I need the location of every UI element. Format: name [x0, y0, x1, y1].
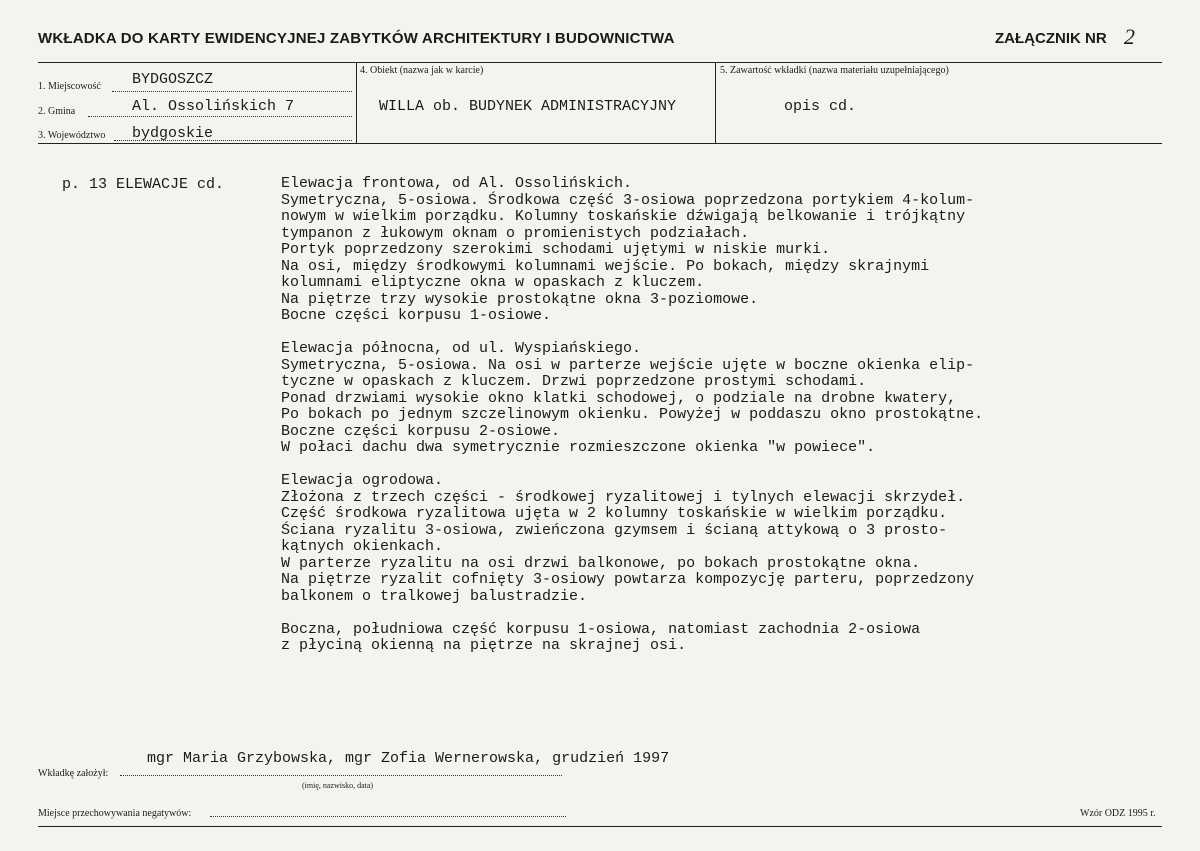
body-line: tympanon z łukowym oknam o promienistych podziałach.	[281, 224, 750, 242]
form-title: WKŁADKA DO KARTY EWIDENCYJNEJ ZABYTKÓW ARCHITEKTURY I BUDOWNICTWA	[38, 30, 675, 47]
body-line: Elewacja północna, od ul. Wyspiańskiego.	[281, 340, 642, 357]
object-value: WILLA ob. BUDYNEK ADMINISTRACYJNY	[379, 98, 677, 115]
commune-line	[88, 116, 352, 117]
body-line: W połaci dachu dwa symetrycznie rozmieszczone okienka "w powiece".	[281, 439, 876, 456]
body-line: Boczna, południowa część korpusu 1-osiowa, natomiast zachodnia 2-osiowa	[281, 620, 921, 638]
authors-text: mgr Maria Grzybowska, mgr Zofia Wernerowska, grudzień 1997	[147, 750, 670, 767]
body-line	[281, 325, 1161, 342]
content-label: 5. Zawartość wkładki (nazwa materiału uzupełniającego)	[720, 65, 949, 76]
body-line: Po bokach po jednym szczelinowym okienku. Powyżej w poddaszu okno prostokątne.	[281, 406, 984, 423]
header-divider-1	[356, 62, 357, 144]
body-line: Ściana ryzalitu 3-osiowa, zwieńczona gzymsem i ścianą attykową o 3 prosto-	[281, 521, 948, 539]
negatives-label: Miejsce przechowywania negatywów:	[38, 808, 192, 819]
body-line: Symetryczna, 5-osiowa. Środkowa część 3-osiowa poprzedzona portykiem 4-kolum-	[281, 191, 975, 209]
body-line: balkonem o tralkowej balustradzie.	[281, 587, 588, 605]
body-line: Elewacja ogrodowa.	[281, 472, 444, 489]
body-line: Złożona z trzech części - środkowej ryzalitowej i tylnych elewacji skrzydeł.	[281, 488, 966, 506]
voivodeship-label: 3. Województwo	[38, 130, 106, 141]
body-line: Część środkowa ryzalitowa ujęta w 2 kolumny toskańskie w wielkim porządku.	[281, 505, 948, 522]
body-line: nowym w wielkim porządku. Kolumny toskańskie dźwigają belkowanie i trójkątny	[281, 208, 966, 225]
created-by-hint: (imię, nazwisko, data)	[302, 781, 374, 790]
body-line: Boczne części korpusu 2-osiowe.	[281, 422, 561, 440]
body-line	[281, 457, 1161, 474]
commune-value: Al. Ossolińskich 7	[132, 98, 295, 115]
created-by-line	[120, 775, 562, 776]
created-by-label: Wkładkę założył:	[38, 768, 109, 779]
header-top-rule	[38, 62, 1162, 63]
body-line: kątnych okienkach.	[281, 538, 444, 555]
description-body	[281, 176, 1161, 655]
locality-line	[112, 91, 352, 92]
annex-number: 2	[1124, 24, 1135, 49]
section-label: p. 13 ELEWACJE cd.	[62, 176, 225, 193]
body-line: Na osi, między środkowymi kolumnami wejście. Po bokach, między skrajnymi	[281, 257, 930, 275]
header-divider-2	[715, 62, 716, 144]
object-label: 4. Obiekt (nazwa jak w karcie)	[360, 65, 484, 76]
body-line: Na piętrze ryzalit cofnięty 3-osiowy powtarza kompozycję parteru, poprzedzony	[281, 571, 975, 588]
body-line: Portyk poprzedzony szerokimi schodami ujętymi w niskie murki.	[281, 241, 831, 258]
header-bottom-rule	[38, 143, 1162, 144]
commune-label: 2. Gmina	[38, 106, 76, 117]
body-line: Bocne części korpusu 1-osiowe.	[281, 307, 552, 324]
locality-label: 1. Miejscowość	[38, 81, 101, 92]
body-line: Symetryczna, 5-osiowa. Na osi w parterze wejście ujęte w boczne okienka elip-	[281, 356, 975, 374]
body-line: z płyciną okienną na piętrze na skrajnej osi.	[281, 637, 687, 654]
body-line: Na piętrze trzy wysokie prostokątne okna 3-poziomowe.	[281, 290, 759, 308]
body-line: tyczne w opaskach z kluczem. Drzwi poprzedzone prostymi schodami.	[281, 373, 867, 390]
body-line: Elewacja frontowa, od Al. Ossolińskich.	[281, 175, 633, 192]
form-id: Wzór ODZ 1995 r.	[1080, 808, 1156, 819]
body-line: kolumnami eliptyczne okna w opaskach z kluczem.	[281, 274, 705, 291]
body-line: Ponad drzwiami wysokie okno klatki schodowej, o podziale na drobne kwatery,	[281, 389, 957, 407]
annex-label: ZAŁĄCZNIK NR	[995, 30, 1107, 47]
body-line: W parterze ryzalitu na osi drzwi balkonowe, po bokach prostokątne okna.	[281, 554, 921, 572]
voivodeship-value: bydgoskie	[132, 125, 214, 142]
content-value: opis cd.	[784, 98, 857, 115]
locality-value: BYDGOSZCZ	[132, 71, 214, 88]
negatives-line	[210, 816, 566, 817]
body-line	[281, 605, 1161, 622]
footer-bottom-rule	[38, 826, 1162, 827]
